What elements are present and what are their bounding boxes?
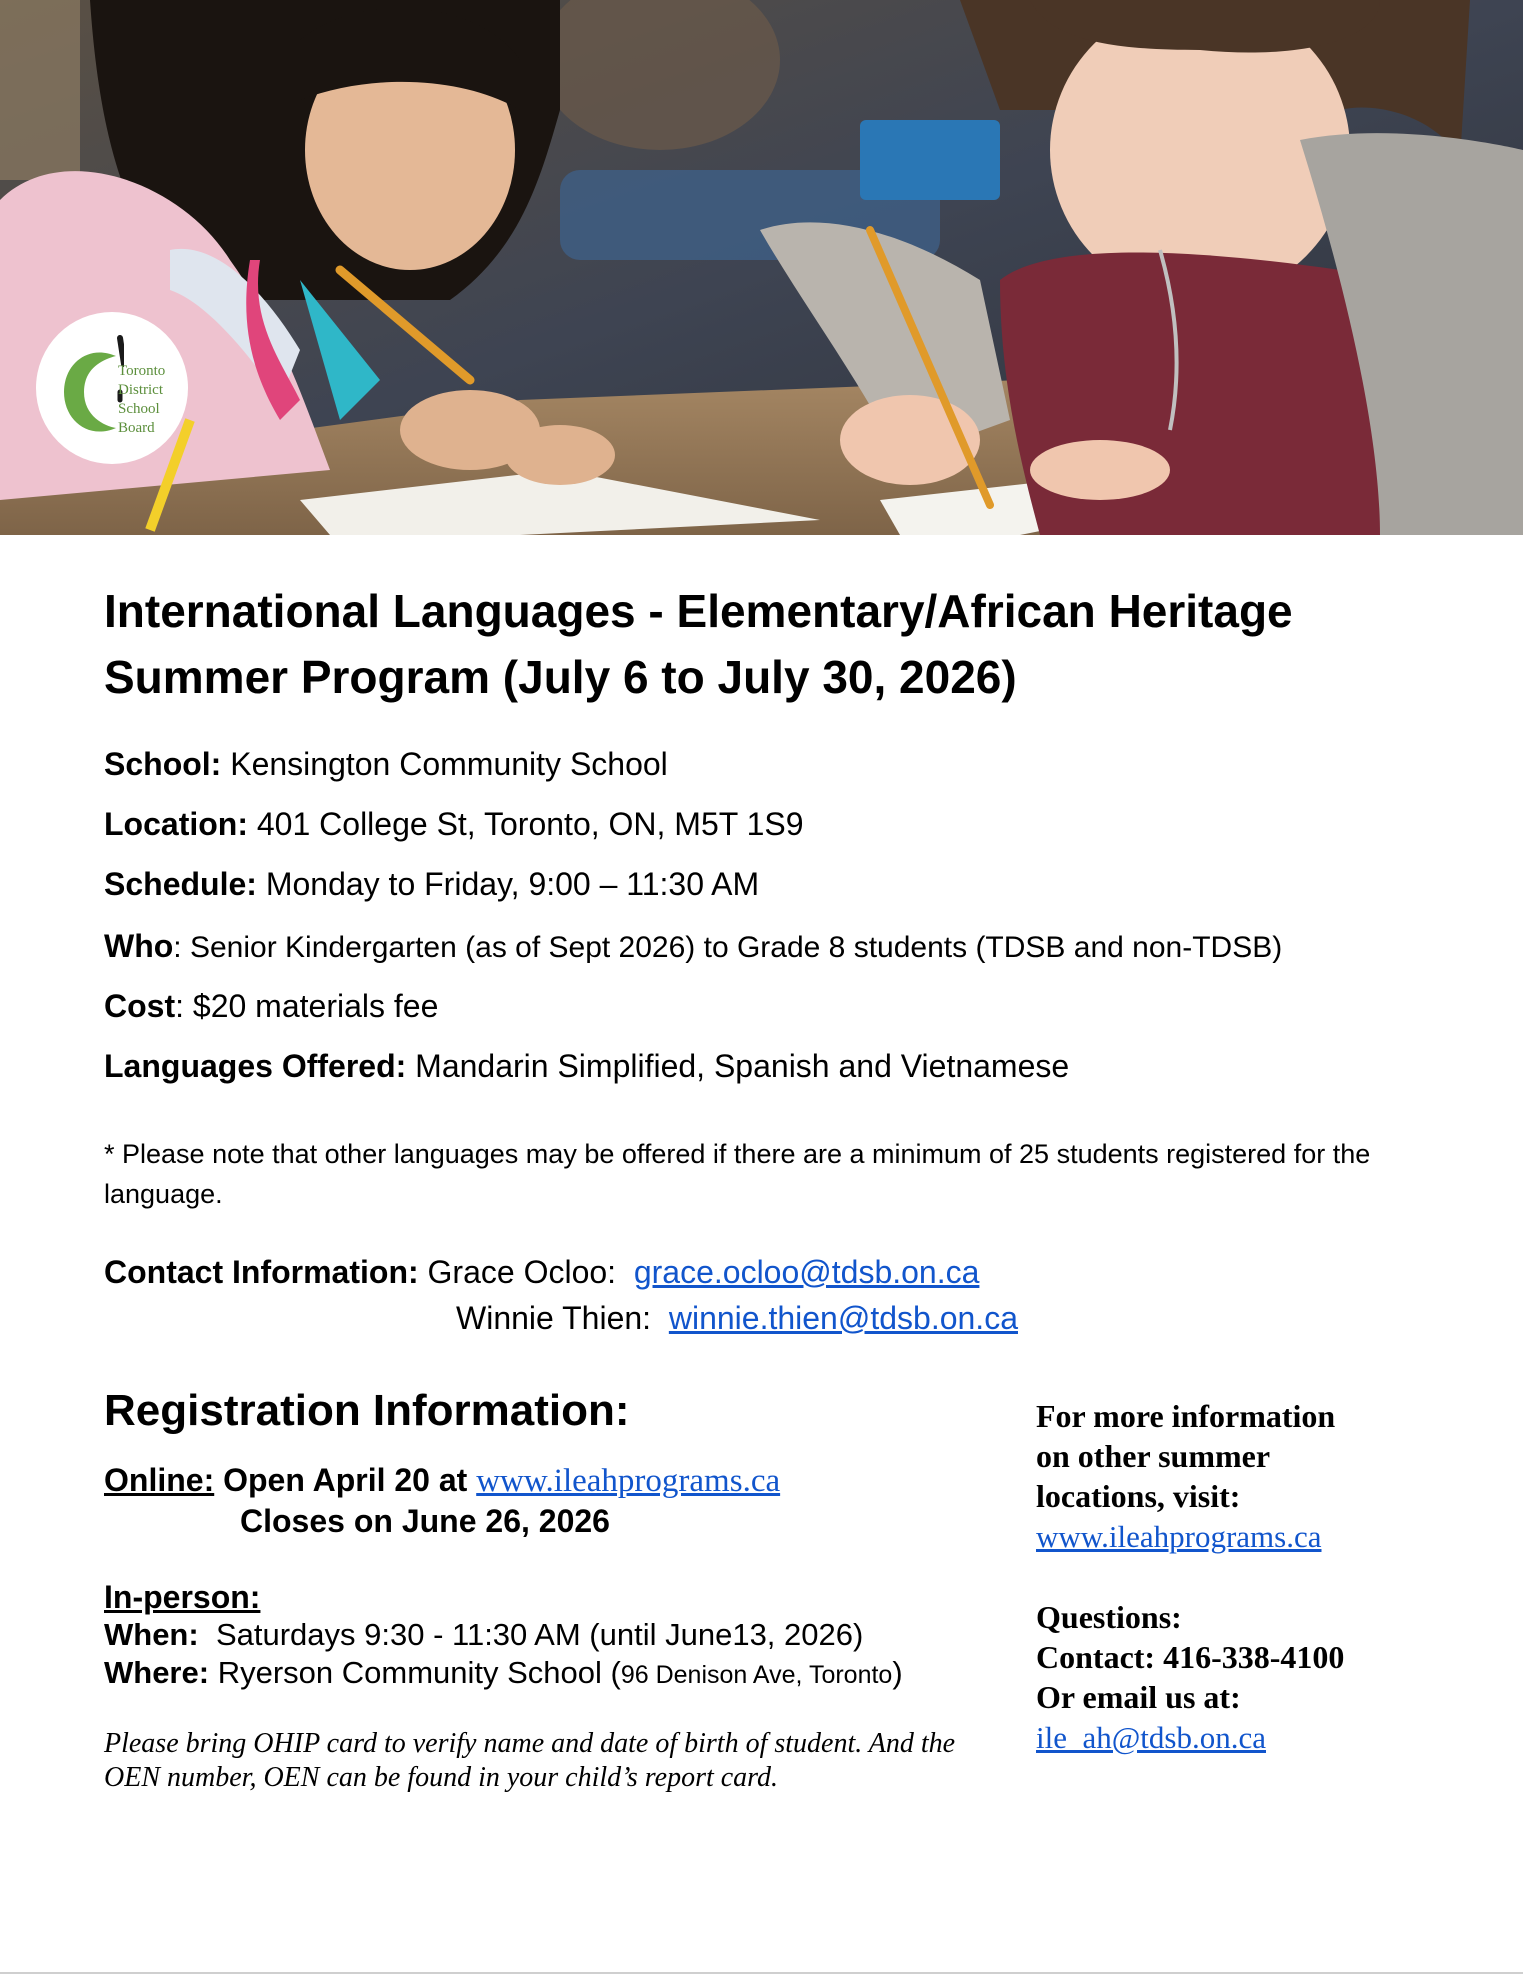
hero-photo (0, 0, 1523, 535)
apple-logo-icon (58, 334, 124, 444)
schedule-row (104, 864, 1444, 904)
school-value: Kensington Community School (230, 746, 668, 782)
schedule-value: Monday to Friday, 9:00 – 11:30 AM (265, 866, 760, 902)
sidebar-spacer (1036, 1557, 1416, 1597)
more-info-sidebar (1036, 1396, 1416, 1758)
who-row (104, 926, 1444, 968)
online-text: Open April 20 at (223, 1462, 468, 1498)
who-value: : Senior Kindergarten (as of Sept 2026) to Grade 8 students (TDSB and non-TDSB) (173, 931, 1283, 964)
online-registration-link[interactable]: www.ileahprograms.ca (476, 1463, 781, 1499)
languages-value: Mandarin Simplified, Spanish and Vietnamese (415, 1048, 1070, 1084)
where-address: 96 Denison Ave, Toronto (620, 1661, 893, 1689)
contact-person-2: Winnie Thien: (456, 1300, 652, 1336)
contact-person-1: Grace Ocloo: (427, 1254, 617, 1290)
sidebar-line-2: on other summer (1036, 1438, 1271, 1474)
cost-label: Cost (104, 988, 176, 1024)
inperson-label: In-person: (104, 1579, 261, 1615)
logo-line-2: District (118, 382, 163, 398)
contact-email-2-link[interactable]: winnie.thien@tdsb.on.ca (668, 1300, 1018, 1336)
registration-title: Registration Information: (104, 1386, 630, 1435)
page-title (104, 578, 1444, 710)
where-close: ) (892, 1655, 903, 1690)
online-label: Online: (104, 1462, 215, 1498)
when-row (104, 1616, 903, 1654)
sidebar-phone: Contact: 416-338-4100 (1036, 1639, 1345, 1675)
school-label: School: (104, 746, 222, 782)
sidebar-email-label: Or email us at: (1036, 1679, 1241, 1715)
location-row (104, 804, 1444, 844)
logo-text (118, 362, 188, 438)
languages-label: Languages Offered: (104, 1048, 407, 1084)
closes-date: Closes on June 26, 2026 (240, 1503, 610, 1539)
school-row (104, 744, 1444, 784)
logo-line-4: Board (118, 420, 155, 436)
sidebar-email-link[interactable]: ile_ah@tdsb.on.ca (1036, 1720, 1266, 1755)
where-row (104, 1654, 903, 1694)
title-line-1: International Languages - Elementary/African Heritage (104, 585, 1293, 637)
languages-row (104, 1046, 1444, 1086)
contact-label: Contact Information: (104, 1254, 419, 1290)
location-label: Location: (104, 806, 248, 842)
schedule-label: Schedule: (104, 866, 257, 902)
ohip-note: Please bring OHIP card to verify name and date of birth of student. And the OEN number, OEN can be found in your child’s report card. (104, 1728, 956, 1793)
title-line-2: Summer Program (July 6 to July 30, 2026) (104, 651, 1017, 703)
who-label: Who (104, 928, 174, 964)
cost-value: : $20 materials fee (175, 988, 439, 1024)
sidebar-programs-link[interactable]: www.ileahprograms.ca (1036, 1519, 1322, 1554)
when-value: Saturdays 9:30 - 11:30 AM (until June13, 2026) (215, 1617, 864, 1652)
online-row (104, 1460, 780, 1501)
sidebar-questions: Questions: (1036, 1599, 1182, 1635)
sidebar-line-1: For more information (1036, 1398, 1336, 1434)
logo-line-1: Toronto (118, 363, 166, 379)
registration-inperson (104, 1578, 903, 1694)
cost-row (104, 986, 1444, 1026)
where-value: Ryerson Community School ( (217, 1655, 621, 1690)
where-label: Where: (104, 1655, 210, 1690)
page-bottom-rule (0, 1972, 1523, 1974)
logo-line-3: School (118, 401, 160, 417)
languages-note: * Please note that other languages may be offered if there are a minimum of 25 students registered for the language. (104, 1139, 1371, 1209)
contact-info (104, 1249, 1018, 1341)
students-writing-illustration (0, 0, 1523, 535)
when-label: When: (104, 1617, 199, 1652)
contact-email-1-link[interactable]: grace.ocloo@tdsb.on.ca (633, 1254, 980, 1290)
contact-row-2 (104, 1295, 1018, 1341)
sidebar-line-3: locations, visit: (1036, 1478, 1241, 1514)
registration-online (104, 1460, 780, 1541)
tdsb-logo (36, 312, 188, 464)
location-value: 401 College St, Toronto, ON, M5T 1S9 (256, 806, 804, 842)
contact-row-1 (104, 1249, 1018, 1295)
